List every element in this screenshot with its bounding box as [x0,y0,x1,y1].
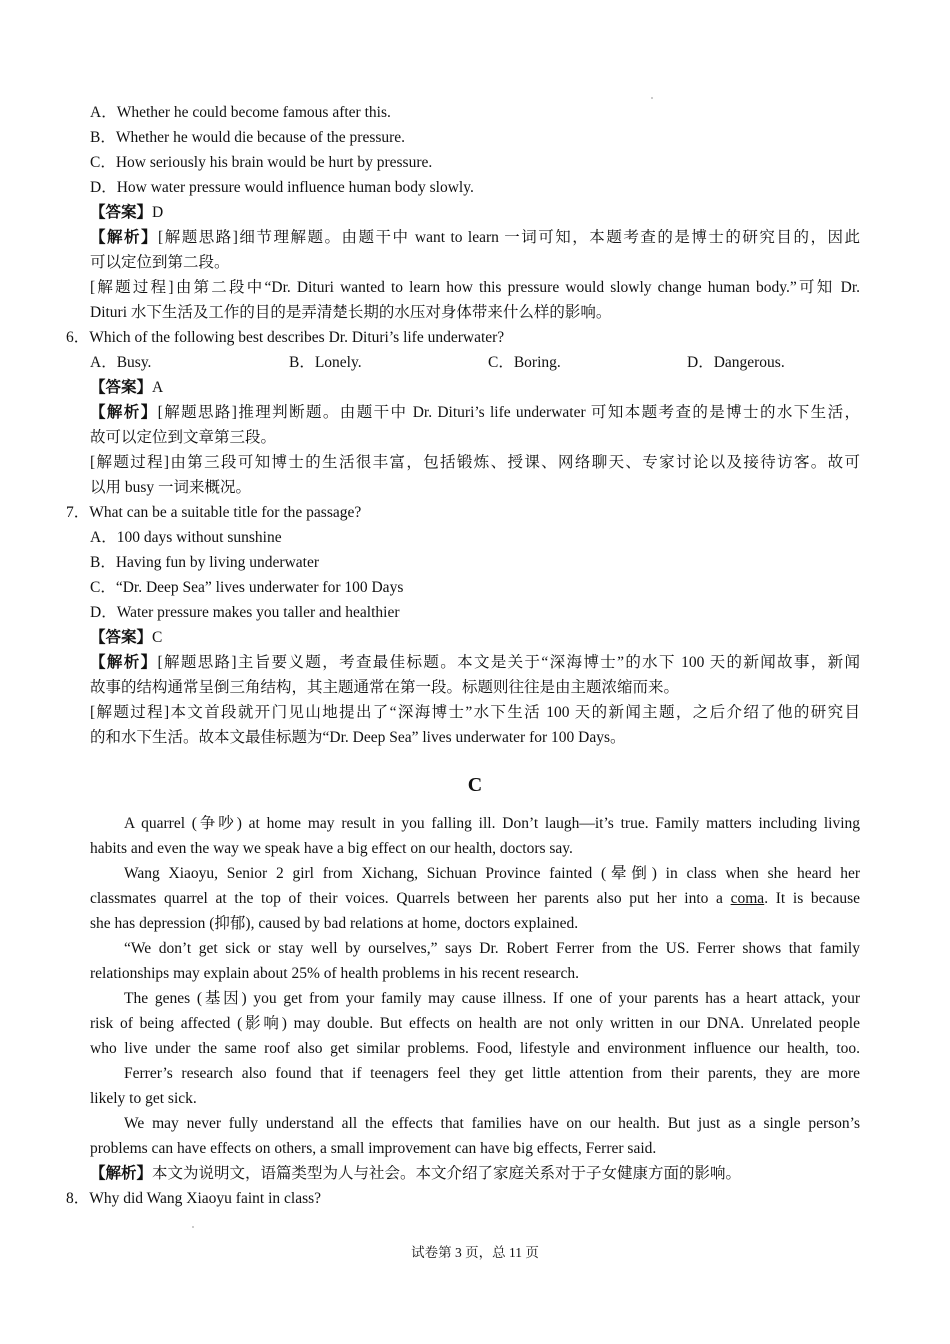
passage-p4-line-2: risk of being affected (影响) may double. But effects on health are not only written in our DNA. Unrelated people [90,1015,860,1032]
q6-analysis-line-1 [90,400,860,425]
q6-answer [90,375,860,400]
q7-question: 7．What can be a suitable title for the passage? [66,504,362,521]
q6-option-b: B．Lonely. [289,354,362,371]
analysis-text: [解题思路]推理判断题。由题干中 Dr. Dituri’s life underwater 可知本题考查的是博士的水下生活， [157,404,860,421]
passage-text: classmates quarrel at the top of their voices. Quarrels between her parents also put her into a [90,890,731,907]
q6-option-d: D．Dangerous. [687,354,785,371]
passage-p4-line-1: The genes (基因) you get from your family may cause illness. If one of your parents has a heart attack, your [124,990,860,1007]
q7-analysis-line-4: 的和水下生活。故本文最佳标题为“Dr. Deep Sea” lives underwater for 100 Days。 [90,729,626,746]
q5-analysis-line-1 [90,225,860,250]
q7-answer [90,625,860,650]
answer-value: D [152,204,164,221]
analysis-label: 【解析】 [90,1165,153,1182]
q7-option-d: D．Water pressure makes you taller and healthier [90,604,400,621]
q7-analysis-line-1 [90,650,860,675]
q5-option-c: C．How seriously his brain would be hurt by pressure. [90,154,433,171]
passage-p2-line-2 [90,886,860,911]
passage-p3-line-1: “We don’t get sick or stay well by ourselves,” says Dr. Robert Ferrer from the US. Ferrer shows that family [124,940,860,957]
passage-p3-line-2: relationships may explain about 25% of health problems in his recent research. [90,965,579,982]
q7-option-c: C．“Dr. Deep Sea” lives underwater for 100 Days [90,579,404,596]
q5-analysis-line-4: Dituri 水下生活及工作的目的是弄清楚长期的水压对身体带来什么样的影响。 [90,304,612,321]
passage-text: . It is because [764,890,860,907]
q6-options [90,350,860,375]
q5-analysis-line-2: 可以定位到第二段。 [90,254,230,271]
q5-answer [90,200,860,225]
page-footer: 试卷第 3 页，总 11 页 [411,1245,539,1260]
q7-analysis-line-2: 故事的结构通常呈倒三角结构，其主题通常在第一段。标题则往往是由主题浓缩而来。 [90,679,680,696]
q5-option-b: B．Whether he would die because of the pressure. [90,129,406,146]
answer-value: C [152,629,163,646]
passage-p5-line-2: likely to get sick. [90,1090,197,1107]
analysis-text: 本文为说明文，语篇类型为人与社会。本文介绍了家庭关系对于子女健康方面的影响。 [152,1165,742,1182]
analysis-text: [解题思路]细节理解题。由题干中 want to learn 一词可知，本题考查的是博士的研究目的，因此 [158,229,860,246]
q6-option-c: C．Boring. [488,354,561,371]
q5-option-d: D．How water pressure would influence human body slowly. [90,179,474,196]
q7-option-a: A．100 days without sunshine [90,529,282,546]
scan-speck [192,1226,194,1228]
analysis-label: 【解析】 [90,404,158,421]
q6-option-a: A．Busy. [90,354,152,371]
scan-speck [651,97,653,99]
answer-label: 【答案】 [90,379,153,396]
underlined-word: coma [730,890,765,907]
passage-p6-line-1: We may never fully understand all the effects that families have on our health. But just as a single person’s [124,1115,860,1132]
q8-question: 8．Why did Wang Xiaoyu faint in class? [66,1190,322,1207]
passage-p2-line-3: she has depression (抑郁), caused by bad relations at home, doctors explained. [90,915,579,932]
q6-analysis-line-4: 以用 busy 一词来概况。 [90,479,252,496]
q5-analysis-line-3: [解题过程]由第二段中“Dr. Dituri wanted to learn how this pressure would slowly change human body.”可知 Dr. [90,279,860,296]
analysis-text: [解题思路]主旨要义题，考查最佳标题。本文是关于“深海博士”的水下 100 天的新闻故事，新闻 [157,654,860,671]
q6-analysis-line-3: [解题过程]由第三段可知博士的生活很丰富，包括锻炼、授课、网络聊天、专家讨论以及接待访客。故可 [90,454,860,471]
analysis-label: 【解析】 [90,229,159,246]
passage-p5-line-1: Ferrer’s research also found that if teenagers feel they get little attention from their parents, they are more [124,1065,860,1082]
passage-p2-line-1: Wang Xiaoyu, Senior 2 girl from Xichang, Sichuan Province fainted (晕倒) in class when she heard her [124,865,860,882]
answer-value: A [152,379,164,396]
section-heading: C [467,774,483,796]
passage-p1-line-2: habits and even the way we speak have a big effect on our health, doctors say. [90,840,573,857]
passage-p4-line-3: who live under the same roof also get similar problems. Food, lifestyle and environment influence our health, too. [90,1040,860,1057]
q6-analysis-line-2: 故可以定位到文章第三段。 [90,429,277,446]
analysis-label: 【解析】 [90,654,158,671]
answer-label: 【答案】 [90,204,153,221]
q6-question: 6．Which of the following best describes Dr. Dituri’s life underwater? [66,329,505,346]
q5-option-a: A．Whether he could become famous after this. [90,104,391,121]
section-c-analysis [90,1161,860,1186]
answer-label: 【答案】 [90,629,153,646]
q7-option-b: B．Having fun by living underwater [90,554,320,571]
q7-analysis-line-3: [解题过程]本文首段就开门见山地提出了“深海博士”水下生活 100 天的新闻主题，之后介绍了他的研究目 [90,704,860,721]
passage-p6-line-2: problems can have effects on others, a small improvement can have big effects, Ferrer said. [90,1140,657,1157]
passage-p1-line-1: A quarrel (争吵) at home may result in you falling ill. Don’t laugh—it’s true. Family matters including living [124,815,860,832]
